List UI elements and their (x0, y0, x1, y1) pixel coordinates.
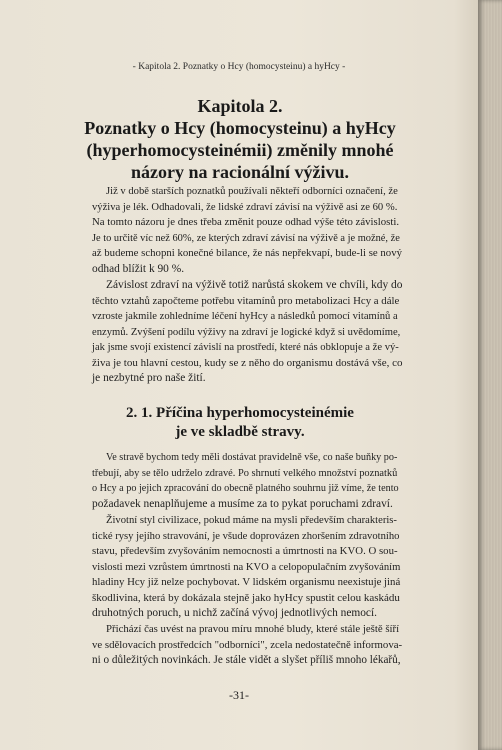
text-line: vzroste jakmile zohledníme léčení hyHcy a následků pomocí vitamínů a (92, 311, 398, 322)
text-line: druhotných poruch, u nichž začíná vývoj jednotlivých nemocí. (92, 607, 377, 619)
text-line: až budeme schopni konečné bilance, že nás nepřekvapí, bude-li se nový (92, 247, 402, 259)
paragraph-1 (92, 184, 402, 277)
text-line: Ve stravě bychom tedy měli dostávat pravidelně vše, co naše buňky po- (106, 452, 398, 463)
text-line: vislosti mezi vzrůstem úmrtnosti na KVO a celopopulačním zvyšováním (92, 561, 401, 573)
section-title-line: je ve skladbě stravy. (175, 424, 305, 440)
text-line: živa je tou hlavní cestou, kudy se z něho do organismu dostává vše, co (92, 356, 403, 369)
text-line: výživa je lék. Odhadovali, že lidské zdraví závisí na výživě asi ze 60 %. (92, 201, 398, 213)
text-line: stavu, především zvyšováním nemocnosti a úmrtnosti na KVO. O sou- (92, 545, 398, 557)
chapter-title-line: názory na racionální výživu. (130, 162, 349, 182)
paragraph-3 (92, 450, 402, 512)
page-number: -31- (229, 688, 249, 702)
text-line: škodlivina, která by dokázala stejně jako hyHcy spustit celou kaskádu (92, 591, 400, 604)
text-line: Přichází čas uvést na pravou míru mnohé bludy, které stále ještě šíří (106, 623, 400, 635)
running-head: - Kapitola 2. Poznatky o Hcy (homocysteinu) a hyHcy - (132, 62, 346, 72)
chapter-title-line: Poznatky o Hcy (homocysteinu) a hyHcy (84, 118, 396, 138)
text-line: o Hcy a po jejich zpracování do obecně platného souhrnu již víme, že tento (92, 483, 399, 494)
text-line: Životní styl civilizace, pokud máme na mysli především charakteris- (106, 515, 397, 526)
text-line: požadavek nenaplňujeme a musíme za to pykat poruchami zdraví. (92, 497, 393, 510)
text-line: ni o důležitých novinkách. Je stále vidět a slyšet příliš mnoho lékařů, (92, 654, 401, 666)
paragraph-4 (92, 513, 402, 622)
text-line: tické rysy jejího stravování, je všude doprovázen zhoršením zdravotního (92, 530, 400, 542)
chapter-title (60, 95, 420, 183)
chapter-title-line: Kapitola 2. (197, 96, 283, 116)
text-line: třebují, aby se tělo udrželo zdravé. Po shrnutí velkého množství poznatků (92, 467, 398, 479)
text-line: Je to určitě víc než 60%, ze kterých zdraví závisí na výživě a je možné, že (92, 232, 400, 244)
section-title-line: 2. 1. Příčina hyperhomocysteinémie (126, 405, 354, 421)
text-line: je nezbytné pro naše žití. (92, 372, 206, 384)
paragraph-5 (92, 622, 402, 669)
section-title (70, 404, 410, 442)
text-line: enzymů. Zvýšení podílu výživy na zdraví je logické když si uvědomíme, (92, 326, 401, 338)
text-line: Závislost zdraví na výživě totiž narůstá skokem ve chvíli, kdy do (106, 279, 403, 291)
text-line: ve sdělovacích prostředcích "odborníci", zcela nedostatečně informova- (92, 638, 403, 651)
text-line: odhad blížit k 90 %. (92, 262, 185, 275)
page-edge (478, 0, 502, 750)
text-line: hladiny Hcy již nelze pochybovat. V lidském organismu neexistuje jiná (92, 576, 401, 588)
paragraph-2 (92, 278, 402, 387)
text-line: Na tomto názoru je dnes třeba změnit pouze odhad výše této závislosti. (92, 216, 400, 228)
chapter-title-line: (hyperhomocysteinémii) změnily mnohé (86, 140, 394, 160)
text-line: těchto vztahů započteme potřebu vitamínů pro metabolizaci Hcy a dále (92, 294, 400, 307)
text-line: Již v době starších poznatků používali někteří odborníci označení, že (106, 186, 398, 197)
text-line: jak jsme svojí existencí závislí na prostředí, které nás obklopuje a že vý- (92, 342, 399, 353)
